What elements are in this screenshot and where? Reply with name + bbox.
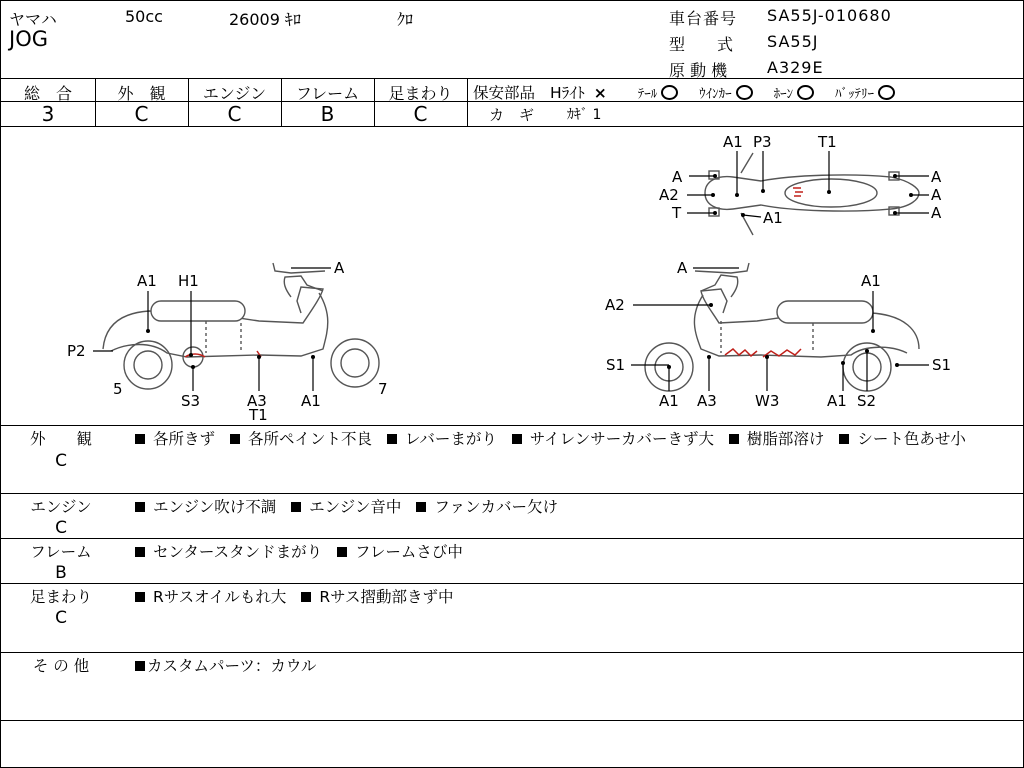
winker-label: ｳｲﾝｶｰ bbox=[699, 87, 732, 102]
label-left-h1: H1 bbox=[178, 272, 199, 290]
remark-item: レバーまがり bbox=[404, 430, 497, 448]
bullet-icon bbox=[512, 434, 522, 444]
remark-item: センタースタンドまがり bbox=[153, 543, 323, 561]
remarks-engine-label: エンジン bbox=[30, 498, 92, 516]
horn-ok-icon bbox=[797, 85, 814, 100]
score-exterior: C bbox=[134, 102, 149, 126]
taillight-ok-icon bbox=[661, 85, 678, 100]
label-right-s1a: S1 bbox=[606, 356, 626, 374]
remarks-frame-grade: B bbox=[55, 563, 67, 583]
bullet-icon bbox=[135, 502, 145, 512]
divider bbox=[467, 78, 468, 126]
remark-item: Rサスオイルもれ大 bbox=[153, 588, 287, 606]
label-top-a1: A1 bbox=[723, 133, 743, 151]
label-top-a-r3: A bbox=[931, 204, 942, 222]
taillight-label: ﾃｰﾙ bbox=[637, 87, 658, 102]
label-left-a-handle: A bbox=[334, 259, 345, 277]
bullet-icon bbox=[135, 661, 145, 671]
bullet-icon bbox=[135, 547, 145, 557]
battery-ok-icon bbox=[878, 85, 895, 100]
safety-label: 保安部品 bbox=[473, 84, 536, 102]
label-top-a2: A2 bbox=[659, 186, 679, 204]
bullet-icon bbox=[839, 434, 849, 444]
bullet-icon bbox=[387, 434, 397, 444]
engine-model: A329E bbox=[767, 58, 824, 77]
divider bbox=[1, 425, 1023, 426]
horn-label: ﾎｰﾝ bbox=[773, 87, 794, 102]
divider bbox=[1, 583, 1023, 584]
label-top-a-r1: A bbox=[931, 168, 942, 186]
remarks-other-label: そ の 他 bbox=[32, 657, 90, 675]
mileage: 26009 ｷﾛ bbox=[229, 10, 301, 29]
remark-item: ファンカバー欠け bbox=[434, 498, 559, 516]
score-exterior-label: 外 観 bbox=[117, 84, 166, 103]
color: ｸﾛ bbox=[397, 10, 414, 29]
bullet-icon bbox=[230, 434, 240, 444]
label-left-7: 7 bbox=[378, 380, 388, 398]
divider bbox=[1, 538, 1023, 539]
model-name: JOG bbox=[9, 27, 48, 51]
bullet-icon bbox=[301, 592, 311, 602]
remarks-exterior-label: 外 観 bbox=[29, 430, 92, 448]
score-suspension: C bbox=[413, 102, 428, 126]
bullet-icon bbox=[729, 434, 739, 444]
bullet-icon bbox=[135, 592, 145, 602]
remark-item: Rサス摺動部きず中 bbox=[319, 588, 454, 606]
remark-item: シート色あせ小 bbox=[857, 430, 966, 448]
remark-item: フレームさび中 bbox=[355, 543, 463, 561]
label-left-p2: P2 bbox=[67, 342, 86, 360]
label-right-s1b: S1 bbox=[932, 356, 952, 374]
score-frame-label: フレーム bbox=[295, 84, 360, 103]
label-right-w3: W3 bbox=[755, 392, 780, 410]
label-top-a-l1: A bbox=[672, 168, 683, 186]
safety-parts-row bbox=[473, 81, 895, 103]
label-left-a1b: A1 bbox=[301, 392, 321, 410]
label-right-a1b: A1 bbox=[827, 392, 847, 410]
bullet-icon bbox=[135, 434, 145, 444]
bullet-icon bbox=[291, 502, 301, 512]
remarks-suspension-label: 足まわり bbox=[29, 588, 92, 606]
remarks-frame-label: フレーム bbox=[30, 543, 92, 561]
label-left-a1: A1 bbox=[137, 272, 157, 290]
remark-item: サイレンサーカバーきず大 bbox=[529, 430, 714, 448]
headlight-label: Hﾗｲﾄ bbox=[549, 84, 585, 102]
label-top-t: T bbox=[672, 204, 682, 222]
engine-label: 原 動 機 bbox=[669, 61, 728, 80]
remarks-frame-list bbox=[135, 541, 1015, 563]
label-top-p3: P3 bbox=[753, 133, 772, 151]
score-total: 3 bbox=[41, 102, 55, 126]
remark-item: カスタムパーツ：カウル bbox=[147, 657, 317, 675]
divider bbox=[1, 78, 1023, 79]
type: SA55J bbox=[767, 32, 819, 51]
score-engine-label: エンジン bbox=[202, 84, 267, 103]
label-left-s3: S3 bbox=[181, 392, 201, 410]
key-value: ｶｷﾞ 1 bbox=[567, 107, 602, 123]
remarks-engine-grade: C bbox=[55, 518, 67, 538]
label-right-a2: A2 bbox=[605, 296, 625, 314]
headlight-x-mark: × bbox=[593, 84, 607, 102]
remark-item: エンジン音中 bbox=[309, 498, 402, 516]
label-top-a1b: A1 bbox=[763, 209, 783, 227]
battery-label: ﾊﾞｯﾃﾘｰ bbox=[835, 87, 875, 102]
label-right-a1a: A1 bbox=[659, 392, 679, 410]
label-right-s2: S2 bbox=[857, 392, 877, 410]
remarks-other-list bbox=[135, 655, 1015, 677]
frame-no: SA55J-010680 bbox=[767, 6, 892, 25]
label-left-a3: A3 bbox=[247, 392, 267, 410]
label-top-t1: T1 bbox=[818, 133, 837, 151]
remarks-suspension-list bbox=[135, 586, 1015, 608]
score-engine: C bbox=[227, 102, 242, 126]
label-left-t1: T1 bbox=[249, 406, 268, 424]
score-suspension-label: 足まわり bbox=[388, 84, 453, 103]
scooter-damage-diagram bbox=[1, 127, 1023, 425]
displacement: 50cc bbox=[125, 7, 163, 26]
key-label: カ ギ bbox=[489, 106, 535, 124]
remarks-engine-list bbox=[135, 496, 1015, 518]
divider bbox=[1, 720, 1023, 721]
label-right-a3: A3 bbox=[697, 392, 717, 410]
remarks-exterior-list bbox=[135, 428, 1015, 450]
remarks-suspension-grade: C bbox=[55, 608, 67, 628]
score-frame: B bbox=[320, 102, 335, 126]
label-top-a-r2: A bbox=[931, 186, 942, 204]
winker-ok-icon bbox=[736, 85, 753, 100]
label-left-5: 5 bbox=[113, 380, 123, 398]
remark-item: エンジン吹け不調 bbox=[153, 498, 277, 516]
maker: ヤマハ bbox=[9, 10, 57, 29]
remarks-exterior-grade: C bbox=[55, 451, 67, 471]
frame-no-label: 車台番号 bbox=[669, 9, 738, 28]
bullet-icon bbox=[416, 502, 426, 512]
type-label: 型 式 bbox=[669, 35, 734, 54]
divider bbox=[1, 652, 1023, 653]
remark-item: 樹脂部溶け bbox=[746, 430, 825, 448]
remark-item: 各所きず bbox=[153, 430, 216, 448]
divider bbox=[1, 493, 1023, 494]
label-right-a1: A1 bbox=[861, 272, 881, 290]
score-total-label: 総 合 bbox=[23, 84, 72, 103]
remark-item: 各所ペイント不良 bbox=[247, 430, 372, 448]
label-right-a-handle: A bbox=[677, 259, 688, 277]
bullet-icon bbox=[337, 547, 347, 557]
